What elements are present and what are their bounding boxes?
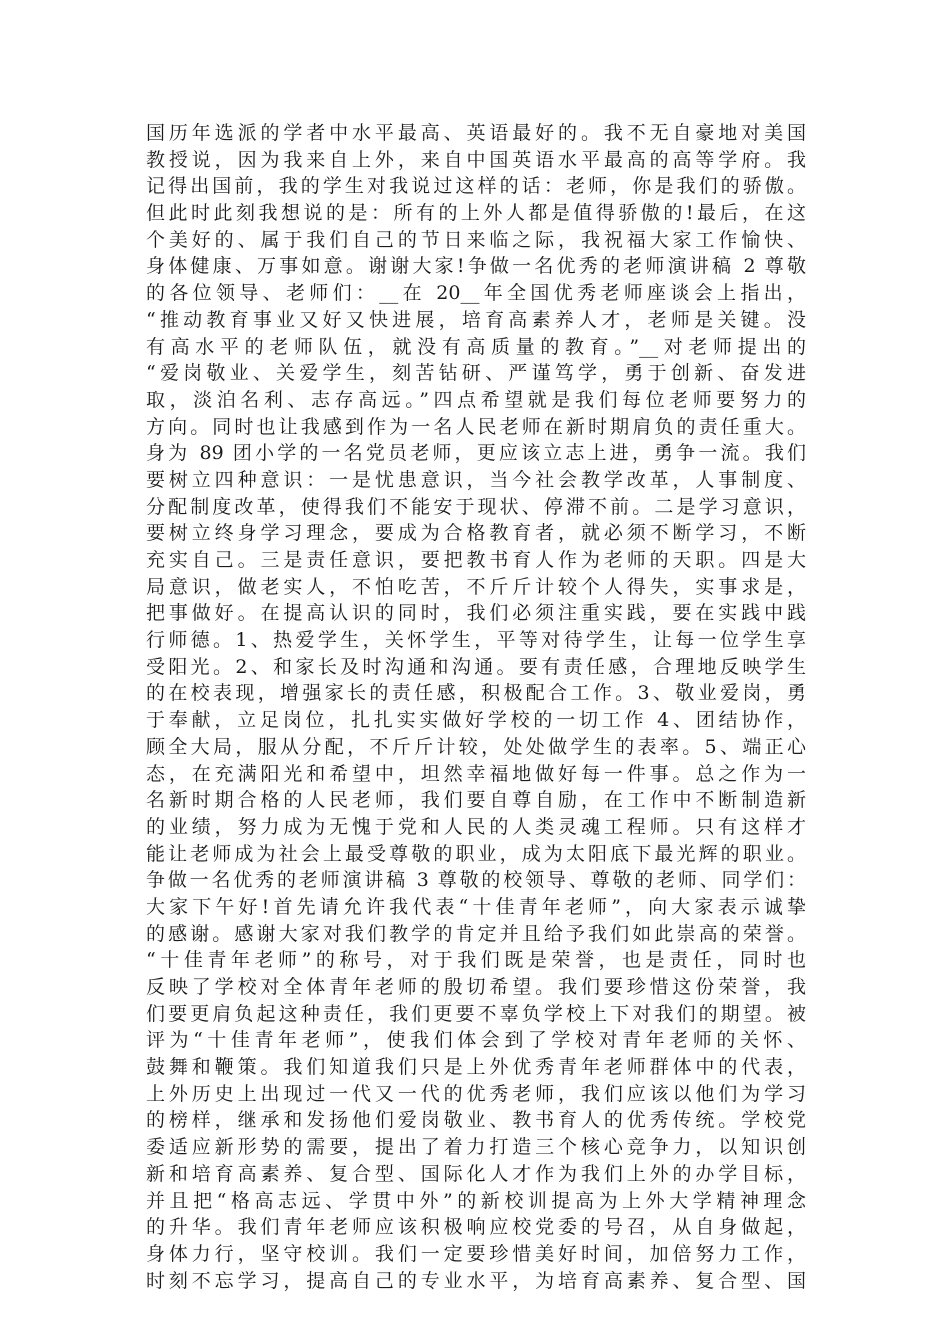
text-line: “十佳青年老师”的称号，对于我们既是荣誉，也是责任，同时也 (146, 949, 806, 972)
text-line: 方向。同时也让我感到作为一名人民老师在新时期肩负的责任重大。 (146, 415, 806, 438)
text-line: 个美好的、属于我们自己的节日来临之际，我祝福大家工作愉快、 (146, 228, 806, 251)
text-line: “爱岗敬业、关爱学生，刻苦钻研、严谨笃学，勇于创新、奋发进 (146, 362, 806, 385)
body-text (146, 120, 806, 1294)
text-line: 身体力行，坚守校训。我们一定要珍惜美好时间，加倍努力工作， (146, 1242, 806, 1265)
text-line: 行师德。1、热爱学生，关怀学生，平等对待学生，让每一位学生享 (146, 629, 806, 652)
text-line: 大家下午好!首先请允许我代表“十佳青年老师”，向大家表示诚挚 (146, 895, 806, 918)
text-line: 要树立四种意识：一是忧患意识，当今社会教学改革，人事制度、 (146, 468, 806, 491)
text-line: 的升华。我们青年老师应该积极响应校党委的号召，从自身做起， (146, 1216, 806, 1239)
text-line: 反映了学校对全体青年老师的殷切希望。我们要珍惜这份荣誉，我 (146, 976, 806, 998)
text-line: 并且把“格高志远、学贯中外”的新校训提高为上外大学精神理念 (146, 1189, 806, 1212)
text-line: 取，淡泊名利、志存高远。”四点希望就是我们每位老师要努力的 (146, 388, 806, 411)
text-line: 但此时此刻我想说的是：所有的上外人都是值得骄傲的!最后，在这 (146, 202, 806, 225)
text-line: 能让老师成为社会上最受尊敬的职业，成为太阳底下最光辉的职业。 (146, 842, 806, 865)
text-line: 有高水平的老师队伍，就没有高质量的教育。”__对老师提出的 (146, 335, 806, 358)
text-line: “推动教育事业又好又快进展，培育高素养人才，老师是关键。没 (146, 308, 806, 331)
text-line: 们要更肩负起这种责任，我们更要不辜负学校上下对我们的期望。被 (146, 1002, 806, 1025)
text-line: 于奉献，立足岗位，扎扎实实做好学校的一切工作 4、团结协作， (146, 709, 806, 732)
text-line: 的在校表现，增强家长的责任感，积极配合工作。3、敬业爱岗，勇 (146, 682, 806, 705)
text-line: 态，在充满阳光和希望中，坦然幸福地做好每一件事。总之作为一 (146, 762, 806, 785)
text-line: 鼓舞和鞭策。我们知道我们只是上外优秀青年老师群体中的代表， (146, 1056, 806, 1079)
text-line: 身体健康、万事如意。谢谢大家!争做一名优秀的老师演讲稿 2 尊敬 (146, 255, 806, 278)
text-line: 的榜样，继承和发扬他们爱岗敬业、教书育人的优秀传统。学校党 (146, 1109, 806, 1132)
text-line: 顾全大局，服从分配，不斤斤计较，处处做学生的表率。5、端正心 (146, 735, 806, 758)
text-line: 委适应新形势的需要，提出了着力打造三个核心竞争力，以知识创 (146, 1136, 806, 1159)
text-line: 上外历史上出现过一代又一代的优秀老师，我们应该以他们为学习 (146, 1082, 806, 1105)
text-line: 充实自己。三是责任意识，要把教书育人作为老师的天职。四是大 (146, 549, 806, 571)
text-line: 记得出国前，我的学生对我说过这样的话：老师，你是我们的骄傲。 (146, 175, 806, 198)
text-line: 评为“十佳青年老师”，使我们体会到了学校对青年老师的关怀、 (146, 1029, 806, 1052)
text-line: 教授说，因为我来自上外，来自中国英语水平最高的高等学府。我 (146, 148, 806, 171)
text-line: 的业绩，努力成为无愧于党和人民的人类灵魂工程师。只有这样才 (146, 815, 806, 838)
text-line: 要树立终身学习理念，要成为合格教育者，就必须不断学习，不断 (146, 522, 806, 545)
text-line: 国历年选派的学者中水平最高、英语最好的。我不无自豪地对美国 (146, 122, 806, 144)
text-line: 局意识，做老实人，不怕吃苦，不斤斤计较个人得失，实事求是， (146, 575, 806, 598)
text-line: 的感谢。感谢大家对我们教学的肯定并且给予我们如此崇高的荣誉。 (146, 922, 806, 945)
text-line: 分配制度改革，使得我们不能安于现状、停滞不前。二是学习意识， (146, 495, 806, 518)
text-line: 把事做好。在提高认识的同时，我们必须注重实践，要在实践中践 (146, 602, 806, 625)
text-line: 身为 89 团小学的一名党员老师，更应该立志上进，勇争一流。我们 (146, 442, 806, 465)
text-line: 争做一名优秀的老师演讲稿 3 尊敬的校领导、尊敬的老师、同学们： (146, 869, 806, 892)
text-line: 名新时期合格的人民老师，我们要自尊自励，在工作中不断制造新 (146, 789, 806, 812)
text-line: 时刻不忘学习，提高自己的专业水平，为培育高素养、复合型、国 (146, 1269, 806, 1292)
text-line: 新和培育高素养、复合型、国际化人才作为我们上外的办学目标， (146, 1162, 806, 1185)
text-line: 受阳光。2、和家长及时沟通和沟通。要有责任感，合理地反映学生 (146, 655, 806, 678)
text-line: 的各位领导、老师们：__在 20__年全国优秀老师座谈会上指出， (146, 282, 806, 305)
